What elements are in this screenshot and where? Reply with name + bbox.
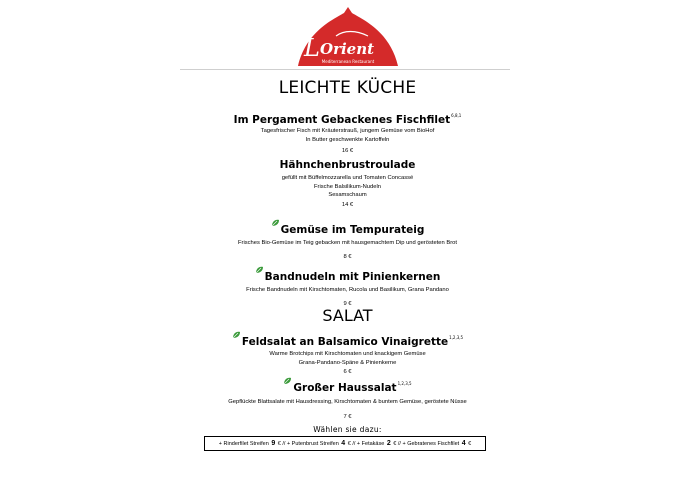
dish-description: Grana-Pandano-Späne & Pinienkerne bbox=[298, 359, 397, 366]
dish-description: Sesamschaum bbox=[328, 192, 367, 199]
extra-price: 4 bbox=[341, 440, 346, 447]
dish-description: gefüllt mit Büffelmozzarella und Tomaten Concassé bbox=[281, 175, 414, 181]
svg-text:L: L bbox=[304, 34, 320, 62]
leaf-icon bbox=[271, 219, 280, 227]
extra-currency: € bbox=[468, 441, 472, 447]
allergen-codes: 6,8,1 bbox=[451, 113, 462, 118]
extra-price: 9 bbox=[271, 440, 276, 447]
extra-label: + Gebratenes Fischfilet bbox=[402, 441, 460, 447]
extra-label: + Putenbrust Streifen bbox=[286, 441, 339, 447]
dish-description: Frische Balsilikum-Nudeln bbox=[313, 183, 381, 190]
menu-item-grosser-haussalat bbox=[0, 377, 695, 421]
dish-price: 16 € bbox=[341, 148, 354, 155]
extra-currency: € // bbox=[347, 441, 356, 447]
menu-item-gemuese-tempurateig bbox=[0, 219, 695, 261]
svg-text:Orient: Orient bbox=[320, 40, 375, 58]
allergen-codes: 1,2,3,5 bbox=[397, 381, 412, 386]
leaf-icon bbox=[283, 377, 292, 385]
extra-currency: € // bbox=[277, 441, 286, 447]
extra-label: + Rinderfilet Streifen bbox=[218, 441, 269, 447]
menu-item-fischfilet bbox=[0, 109, 695, 155]
dish-title: Bandnudeln mit Pinienkernen bbox=[264, 271, 441, 283]
extra-price: 4 bbox=[461, 440, 466, 447]
dish-title: Im Pergament Gebackenes Fischfilet bbox=[233, 114, 451, 126]
svg-text:Mediterranean Restaurant: Mediterranean Restaurant bbox=[321, 59, 375, 64]
header-divider bbox=[180, 69, 510, 70]
dish-price: 7 € bbox=[343, 413, 352, 420]
menu-item-bandnudeln bbox=[0, 266, 695, 308]
leaf-icon bbox=[232, 331, 241, 339]
menu-item-haehnchenbrustroulade bbox=[0, 158, 695, 209]
dish-description: Tagesfrischer Fisch mit Kräuterstrauß, jungem Gemüse vom BioHof bbox=[260, 128, 435, 134]
dish-title: Gemüse im Tempurateig bbox=[280, 224, 425, 236]
extra-currency: € // bbox=[393, 441, 401, 447]
dish-description: Warme Brotchips mit Kirschtomaten und knackigem Gemüse bbox=[269, 351, 426, 357]
leaf-icon bbox=[255, 266, 264, 274]
dish-description: In Butter geschwenkte Kartoffeln bbox=[305, 136, 390, 143]
menu-item-feldsalat bbox=[0, 331, 695, 376]
extras-heading: Wählen sie dazu: bbox=[313, 425, 382, 434]
dish-description: Gepflückte Blattsalate mit Hausdressing, Kirschtomaten & buntem Gemüse, geröstete Nüsse bbox=[228, 399, 467, 405]
dish-title: Großer Haussalat bbox=[293, 382, 397, 394]
extras-box bbox=[204, 436, 486, 451]
dish-price: 9 € bbox=[343, 300, 352, 307]
allergen-codes: 1,2,3,5 bbox=[449, 335, 464, 340]
section-heading-salat: SALAT bbox=[322, 306, 373, 325]
extra-price: 2 bbox=[386, 440, 391, 447]
dish-price: 6 € bbox=[343, 369, 352, 376]
restaurant-logo bbox=[286, 6, 410, 70]
dish-description: Frische Bandnudeln mit Kirschtomaten, Rucola und Basilikum, Grana Pandano bbox=[246, 287, 449, 293]
dish-price: 8 € bbox=[343, 253, 352, 260]
dish-title: Hähnchenbrustroulade bbox=[279, 159, 416, 171]
dish-description: Frisches Bio-Gemüse im Teig gebacken mit hausgemachtem Dip und gerösteten Brot bbox=[238, 240, 457, 246]
dish-price: 14 € bbox=[341, 201, 354, 208]
extra-label: + Fetakäse bbox=[356, 441, 385, 447]
section-heading-leichte-kueche: LEICHTE KÜCHE bbox=[278, 78, 417, 98]
dish-title: Feldsalat an Balsamico Vinaigrette bbox=[241, 336, 449, 348]
